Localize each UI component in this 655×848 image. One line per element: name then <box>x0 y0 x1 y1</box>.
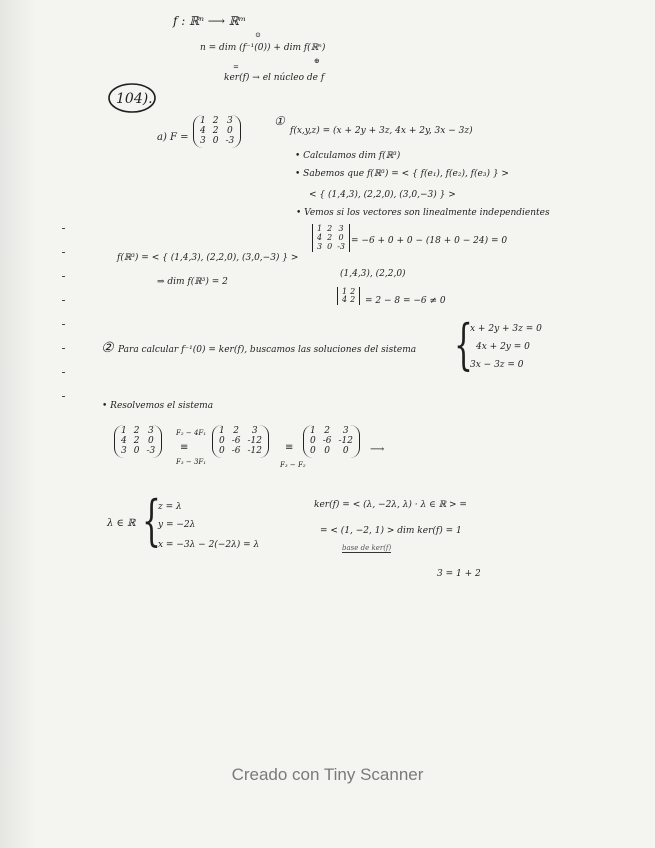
step1-number: ① <box>274 114 285 128</box>
lambda-domain: λ ∈ ℝ <box>107 518 136 529</box>
det3-cell: 3 <box>317 242 323 251</box>
problem-number: 104). <box>116 91 153 107</box>
circle-mark-a: ⊙ <box>255 31 261 39</box>
equals-sign: = <box>233 63 239 71</box>
det3-cell: 2 <box>327 233 333 242</box>
margin-mark <box>62 396 65 397</box>
param-z: z = λ <box>158 502 182 512</box>
step2-text: Para calcular f⁻¹(0) = ker(f), buscamos las soluciones del sistema <box>118 345 417 355</box>
matrix-step1 <box>114 425 162 458</box>
param-brace: { <box>142 489 161 552</box>
matrix-F-cell: 3 <box>200 136 206 146</box>
matrix-F-cell: 1 <box>200 116 206 126</box>
row-op-1: F₂ − 4F₁ <box>176 429 207 437</box>
matrix-step1-cell: 2 <box>133 426 140 436</box>
map-notation: f : ℝⁿ ⟶ ℝᵐ <box>173 14 247 28</box>
matrix-step3-cell: 3 <box>342 426 349 436</box>
circle-mark-b: ⊕ <box>314 57 320 65</box>
page-edge-shadow <box>0 0 36 848</box>
part-a-label: a) F = <box>157 132 189 143</box>
matrix-F-cell: -3 <box>225 136 235 146</box>
param-x: x = −3λ − 2(−2λ) = λ <box>158 540 260 550</box>
matrix-step3-cell: 0 <box>324 446 330 456</box>
equiv-1: ≡ <box>180 442 189 453</box>
bullet-linear-independence: • Vemos si los vectores son linealmente independientes <box>296 208 550 218</box>
det2-cell: 2 <box>350 287 356 296</box>
matrix-step3-cell: -6 <box>322 436 332 446</box>
system-eq-1: x + 2y + 3z = 0 <box>470 324 542 334</box>
margin-mark <box>62 348 65 349</box>
matrix-F-cell: 2 <box>212 126 219 136</box>
matrix-step2-cell: 0 <box>219 446 225 456</box>
rank-nullity-formula: n = dim (f⁻¹(0)) + dim f(ℝⁿ) <box>200 43 326 53</box>
determinant-2x2-result: = 2 − 8 = −6 ≠ 0 <box>365 296 446 306</box>
matrix-F-cell: 4 <box>200 126 206 136</box>
matrix-F-cell: 3 <box>226 116 233 126</box>
det3-cell: -3 <box>337 242 345 251</box>
determinant-result: = −6 + 0 + 0 − (18 + 0 − 24) = 0 <box>351 236 508 246</box>
margin-mark <box>62 276 65 277</box>
bullet-image-span: • Sabemos que f(ℝ³) = < { f(e₁), f(e₂), f(e₃) } > <box>295 169 509 179</box>
matrix-step1-cell: 0 <box>147 436 154 446</box>
image-definition: f(ℝ³) = < { (1,4,3), (2,2,0), (3,0,−3) } > <box>117 253 299 263</box>
margin-mark <box>62 300 65 301</box>
matrix-step2-cell: -6 <box>231 446 241 456</box>
kernel-note: ker(f) → el núcleo de f <box>224 73 325 83</box>
matrix-F-cell: 0 <box>226 126 233 136</box>
kernel-line-1: ker(f) = < (λ, −2λ, λ) · λ ∈ ℝ > = <box>314 500 467 510</box>
margin-mark <box>62 324 65 325</box>
margin-mark <box>62 372 65 373</box>
matrix-step1-cell: 4 <box>121 436 127 446</box>
matrix-step1-cell: 1 <box>121 426 127 436</box>
kernel-line-2: = < (1, −2, 1) > dim ker(f) = 1 <box>320 526 462 536</box>
matrix-step2-cell: 3 <box>251 426 258 436</box>
det2-cell: 4 <box>342 295 348 304</box>
det3-cell: 3 <box>338 224 344 233</box>
margin-mark <box>62 252 65 253</box>
matrix-step2-cell: 0 <box>219 436 225 446</box>
arrow-result: ⟶ <box>370 444 385 455</box>
matrix-step2-cell: 1 <box>219 426 225 436</box>
system-eq-2: 4x + 2y = 0 <box>476 342 530 352</box>
det2-cell: 2 <box>350 295 356 304</box>
system-brace: { <box>454 313 473 376</box>
dim-image-result: ⇒ dim f(ℝ³) = 2 <box>157 277 228 287</box>
matrix-step1-cell: 2 <box>133 436 140 446</box>
det3-cell: 1 <box>317 224 323 233</box>
matrix-step1-cell: -3 <box>146 446 156 456</box>
matrix-step1-cell: 3 <box>147 426 154 436</box>
matrix-step3-cell: 2 <box>324 426 330 436</box>
det3-cell: 0 <box>338 233 344 242</box>
det3-cell: 0 <box>327 242 333 251</box>
bullet-calculate-dim: • Calculamos dim f(ℝ³) <box>295 151 401 161</box>
matrix-step1-cell: 0 <box>133 446 140 456</box>
matrix-step2-cell: 2 <box>233 426 239 436</box>
matrix-step2-cell: -12 <box>247 436 263 446</box>
row-op-2: F₃ − 3F₁ <box>176 458 207 466</box>
param-y: y = −2λ <box>158 520 196 530</box>
matrix-step3-cell: 0 <box>342 446 349 456</box>
margin-mark <box>62 228 65 229</box>
matrix-step2 <box>212 425 269 458</box>
determinant-2x2 <box>337 287 360 305</box>
matrix-step3-cell: -12 <box>338 436 354 446</box>
matrix-F <box>193 115 241 148</box>
row-op-3: F₃ − F₂ <box>280 461 306 469</box>
matrix-F-cell: 2 <box>212 116 219 126</box>
rank-check: 3 = 1 + 2 <box>437 569 481 579</box>
matrix-step3-cell: 0 <box>310 436 316 446</box>
independent-pair: (1,4,3), (2,2,0) <box>340 269 406 279</box>
matrix-step1-cell: 3 <box>121 446 127 456</box>
solve-heading: • Resolvemos el sistema <box>102 401 214 411</box>
kernel-base-note: base de ker(f) <box>342 544 392 552</box>
det3-cell: 4 <box>317 233 323 242</box>
equiv-2: ≡ <box>285 442 294 453</box>
step2-number: ② <box>101 340 114 356</box>
det3-cell: 2 <box>327 224 333 233</box>
matrix-step2-cell: -12 <box>247 446 263 456</box>
function-definition: f(x,y,z) = (x + 2y + 3z, 4x + 2y, 3x − 3z) <box>290 126 473 136</box>
matrix-step2-cell: -6 <box>231 436 241 446</box>
determinant-3x3 <box>312 224 350 252</box>
matrix-step3-cell: 1 <box>310 426 316 436</box>
scanner-watermark: Creado con Tiny Scanner <box>231 765 424 784</box>
matrix-step3 <box>303 425 360 458</box>
matrix-step3-cell: 0 <box>310 446 316 456</box>
det2-cell: 1 <box>342 287 348 296</box>
image-span-vectors: < { (1,4,3), (2,2,0), (3,0,−3) } > <box>309 190 456 200</box>
system-eq-3: 3x − 3z = 0 <box>470 360 524 370</box>
matrix-F-cell: 0 <box>212 136 219 146</box>
